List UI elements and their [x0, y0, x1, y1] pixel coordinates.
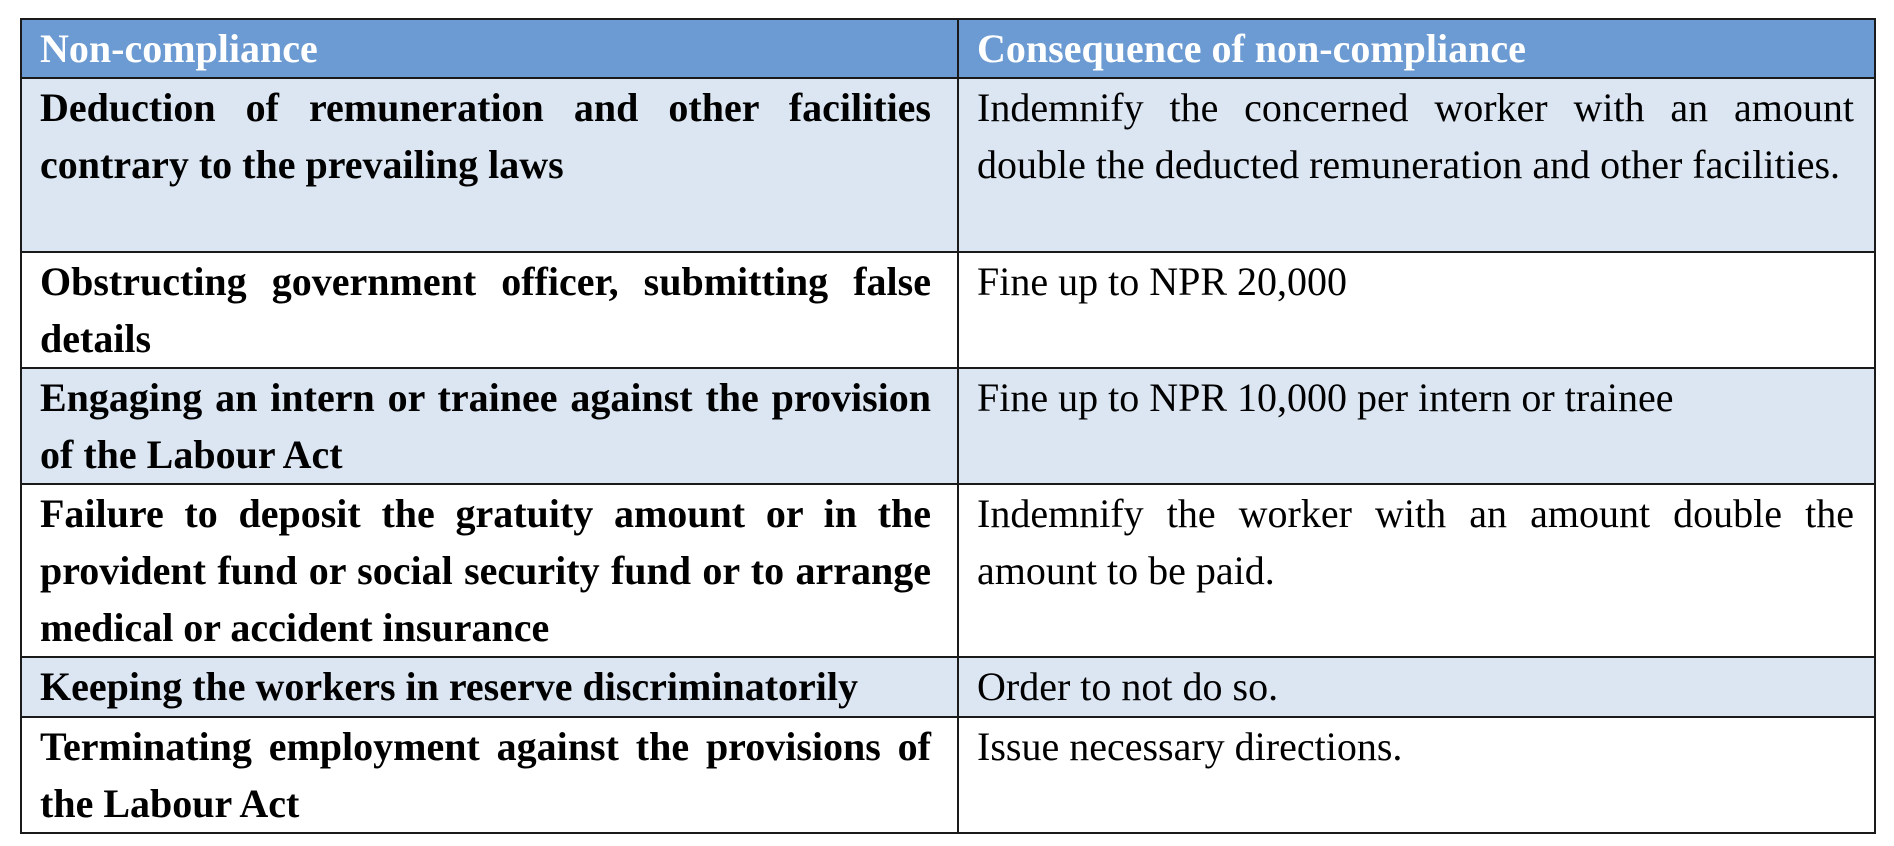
table-row: [21, 484, 1875, 657]
consequence-cell: Issue necessary directions.: [958, 717, 1875, 833]
consequence-cell: Order to not do so.: [958, 657, 1875, 717]
non-compliance-cell: Terminating employment against the provisions of the Labour Act: [21, 717, 958, 833]
table-row: [21, 368, 1875, 484]
non-compliance-cell: Failure to deposit the gratuity amount or in the provident fund or social security fund or to arrange medical or accident insurance: [21, 484, 958, 657]
consequence-cell: Indemnify the concerned worker with an amount double the deducted remuneration and other facilities.: [958, 78, 1875, 252]
consequence-cell: Fine up to NPR 20,000: [958, 252, 1875, 368]
header-consequence: Consequence of non-compliance: [958, 19, 1875, 78]
table-row: [21, 657, 1875, 717]
non-compliance-cell: Keeping the workers in reserve discriminatorily: [21, 657, 958, 717]
header-non-compliance: Non-compliance: [21, 19, 958, 78]
non-compliance-cell: Deduction of remuneration and other facilities contrary to the prevailing laws: [21, 78, 958, 252]
consequence-cell: Indemnify the worker with an amount double the amount to be paid.: [958, 484, 1875, 657]
non-compliance-table: [20, 18, 1876, 834]
consequence-cell: Fine up to NPR 10,000 per intern or trainee: [958, 368, 1875, 484]
table-row: [21, 252, 1875, 368]
table-header-row: [21, 19, 1875, 78]
table-row: [21, 78, 1875, 252]
table-row: [21, 717, 1875, 833]
non-compliance-cell: Obstructing government officer, submitting false details: [21, 252, 958, 368]
non-compliance-cell: Engaging an intern or trainee against the provision of the Labour Act: [21, 368, 958, 484]
